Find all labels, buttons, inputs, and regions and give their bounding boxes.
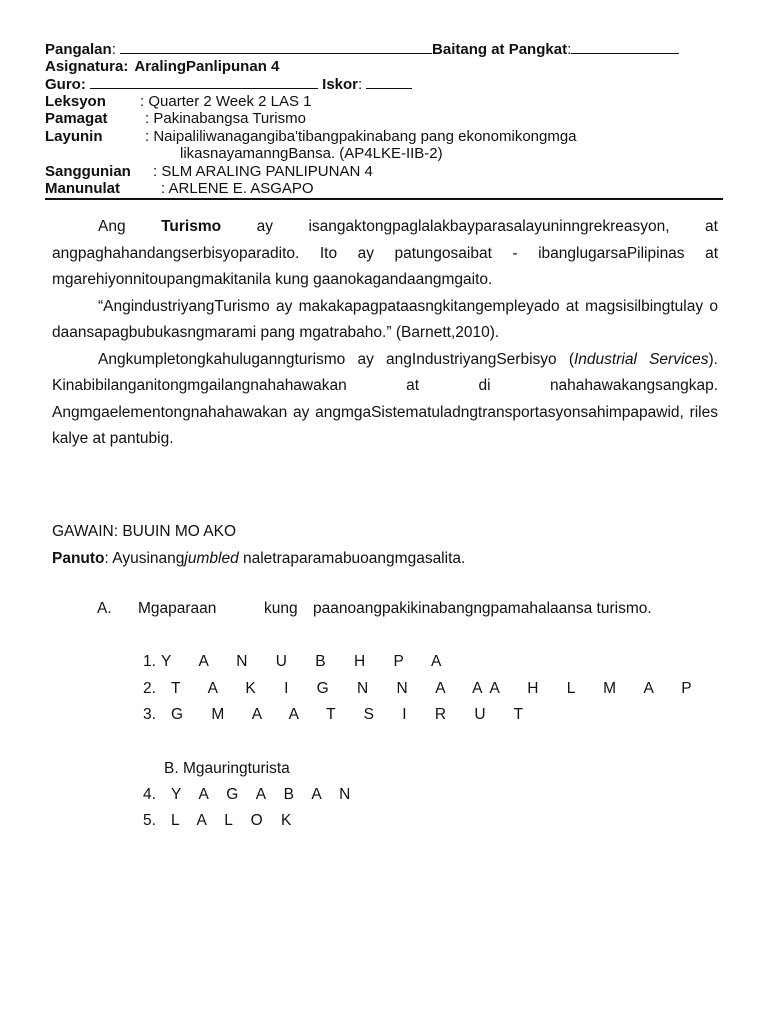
item-4-number: 4. (143, 786, 156, 803)
item-5-number: 5. (143, 812, 156, 829)
leksyon-value: Quarter 2 Week 2 LAS 1 (148, 92, 312, 110)
p3-text-a: Angkumpletongkahuluganngturismo ay angIndustriyangSerbisyo ( (98, 350, 574, 368)
layunin-label: Layunin (45, 127, 103, 145)
pamagat-label: Pamagat (45, 110, 108, 127)
section-a-letter: A. (97, 600, 112, 617)
sanggunian-label: Sanggunian (45, 162, 131, 180)
pamagat-value: Pakinabangsa Turismo (153, 110, 306, 127)
paragraph-3 (52, 347, 718, 453)
asignatura-label: Asignatura: (45, 57, 129, 75)
leksyon-label: Leksyon (45, 92, 106, 110)
panuto-text-b: naletraparamabuoangmgasalita. (238, 549, 466, 567)
pamagat-row: Pamagat : Pakinabangsa Turismo (45, 110, 306, 127)
paragraph-1 (52, 214, 718, 294)
reading-passage (52, 214, 718, 453)
manunulat-value: ARLENE E. ASGAPO (168, 180, 314, 197)
item-2-number: 2. (143, 680, 156, 697)
paragraph-2: “AngindustriyangTurismo ay makakapagpataasngkitangempleyado at magsisilbingtulay o daansapagbubukasngmarami pang mgatrabaho.” (Barnett,2010). (52, 297, 718, 341)
baitang-blank[interactable] (571, 40, 679, 54)
baitang-label: Baitang at Pangkat (432, 41, 568, 58)
layunin-row-2 (45, 145, 723, 163)
worksheet-header (45, 40, 723, 198)
gawain-section (52, 519, 718, 572)
p1-bold: Turismo (161, 218, 222, 235)
leksyon-row: Leksyon : Quarter 2 Week 2 LAS 1 (45, 92, 312, 110)
layunin-row: Layunin : Naipaliliwanagangiba'tibangpakinabang pang ekonomikongmga (45, 127, 577, 145)
p3-text-b: ). Kinabibilanganitongmgailangnahahawakan at di nahahawakangsangkap. Angmgaelementongnahahawakan ay angmgaSistematuladngtransportasyonsahimpapawid, riles kalye at pantubig. (52, 350, 718, 447)
section-a-word-2: kung (264, 600, 298, 617)
asignatura-row (45, 58, 723, 76)
iskor-label: Iskor (322, 76, 359, 93)
section-b-label: B. Mgauringturista (164, 760, 290, 777)
manunulat-row: Manunulat : ARLENE E. ASGAPO (45, 180, 314, 197)
pangalan-blank[interactable] (120, 40, 432, 54)
item-1-number: 1. (143, 653, 156, 670)
iskor-blank[interactable] (366, 75, 412, 89)
header-divider (45, 198, 723, 200)
p3-italic: Industrial Services (574, 350, 709, 368)
p1-text-b: ay isangaktongpaglalakbayparasalayuninngrekreasyon, at angpaghahandangserbisyoparadito. Ito ay patungosaibat - ibanglugarsaPilipinas at mgarehiyonnitoupangmakitanila kung gaanokagandaangmgaito. (52, 218, 718, 288)
panuto-label: Panuto (52, 549, 105, 567)
item-3-number: 3. (143, 706, 156, 723)
asignatura-value: AralingPanlipunan 4 (134, 57, 280, 75)
section-a-word-1: Mgaparaan (138, 600, 217, 617)
manunulat-label: Manunulat (45, 180, 120, 197)
panuto-italic: jumbled (184, 549, 239, 567)
sanggunian-value: SLM ARALING PANLIPUNAN 4 (161, 162, 373, 180)
guro-label: Guro: (45, 76, 86, 93)
sanggunian-row: Sanggunian : SLM ARALING PANLIPUNAN 4 (45, 162, 373, 180)
item-5-jumbled: L A L O K (171, 812, 299, 829)
gawain-title: GAWAIN: BUUIN MO AKO (52, 523, 237, 540)
guro-blank[interactable] (90, 75, 318, 89)
guro-row: Guro: Iskor: (45, 75, 723, 93)
pangalan-row: Pangalan: Baitang at Pangkat: (45, 40, 723, 58)
layunin-value-line2: likasnayamanngBansa. (AP4LKE-IIB-2) (180, 145, 443, 162)
p1-text-a: Ang (98, 218, 162, 235)
layunin-value-line1: Naipaliliwanagangiba'tibangpakinabang pang ekonomikongmga (153, 127, 577, 145)
pangalan-label: Pangalan (45, 41, 112, 58)
item-1-jumbled: Y A N U B H P A (161, 653, 449, 670)
panuto-line (52, 546, 718, 573)
item-2-jumbled: T A K I G N N A AA H L M A P (171, 680, 699, 697)
item-3-jumbled: G M A A T S I R U T (171, 706, 531, 723)
section-a-word-3: paanoangpakikinabangngpamahalaansa turismo. (313, 600, 652, 617)
panuto-text-a: : Ayusinang (104, 549, 185, 567)
item-4-jumbled: Y A G A B A N (171, 786, 358, 803)
